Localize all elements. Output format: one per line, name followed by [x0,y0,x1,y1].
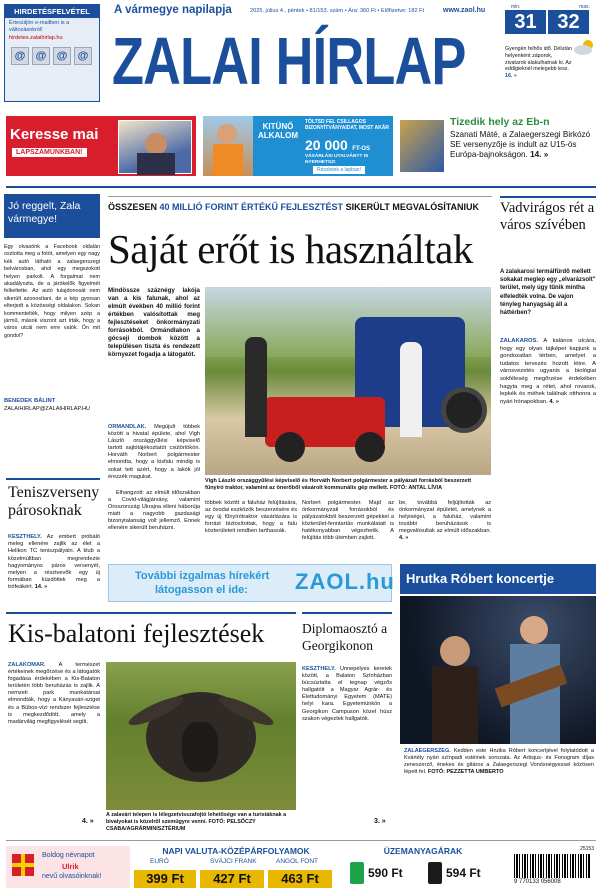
fx-eur: 399 Ft [134,870,196,888]
main-caption: Vigh László országgyűlési képviselő és Horváth Norbert polgármester a pályázati forrásból beszerzett fűnyíró traktor, valamint az önerőből vásárolt kommunális gép mellett. FOTÓ: ANTAL LÍVIA [205,478,472,491]
fuel-pump-icon-1 [350,862,364,884]
barcode-bars [514,854,590,878]
buffalo-photo [106,662,296,810]
at-icon: @ [32,47,50,65]
temp-max: 32 [548,10,589,34]
nameday-name: Ulrik [62,862,79,871]
magazine-image [118,120,192,174]
weather-text: Gyengén felhős idő. Délután helyenként záporok, zivatarok alakulhatnak ki. Az eddigieknél melegebb lesz. 16. » [505,46,572,80]
nameday-line1: Boldog névnapot [42,852,95,859]
promo-box-link[interactable]: hirdetes.zalaihirlap.hu [9,35,63,42]
tennis-text: KESZTHELY. Az embert próbáló meleg ellenére zajlik az élet a Helikon TC teniszpályáin. A klub a közelmúltban megrendezte hagyományos páros versenyét, melyen a résztvevők egy új formában küzdöttek meg a trófeákért. 14. » [8,534,100,591]
fx-title: NAPI VALUTA-KÖZÉPÁRFOLYAMOK [162,846,310,856]
issue-code: 25153 [580,846,594,852]
hrutka-title-bar [400,564,596,594]
gift-icon [12,854,34,876]
main-body-1: ORMÁNDLAK. Megújult többek között a hivatal épülete, ahol Vigh László országgyűlési képviselő tartott sajtótájékoztatót csütörtökön. Horváth Norbert polgármester elmondta, hogy a kisfalu mindig is sokat tett azért, hogy a lakók jól érezzék magukat. [108,424,200,480]
author-email[interactable]: ZALAIHIRLAP@ZALAIHIRLAP.HU [4,406,91,412]
right-rule [500,196,596,198]
kicker-highlight: 40 MILLIÓ FORINT ÉRTÉKŰ FEJLESZTÉST [159,202,344,212]
weather-page-ref[interactable]: 16. » [505,73,517,80]
tagline: A vármegye napilapja [114,4,232,16]
main-body-4: Norbert polgármester. Majd az önkormányzati forrásokból és pályázatokból beszerzett gépekkel a közterület-fenntartás munkálatait is hatékonyabban végezhetik. A felújítás több ütemben zajlott. [302,500,394,542]
temp-min-label: min. [511,4,521,10]
at-icon: @ [74,47,92,65]
fuel-box [344,846,502,888]
fuel-price-1: 590 Ft [368,866,403,880]
fuel-price-2: 594 Ft [446,866,481,880]
fx-gbp: 463 Ft [268,870,332,888]
morning-column-title: Jó reggelt, Zala vármegye! [4,194,100,238]
header-rule [6,186,596,188]
tennis-title: Teniszverseny párosoknak [8,484,100,519]
temp-max-label: max. [579,4,590,10]
morning-column-text: Egy olvasónk a Facebook oldalán osztotta meg a fotót, amelyen egy nagy kék autó látható a zalaegerszegi belvárosban, ahol egy megszokott helyen parkolt. A forgalmat nem akadályozta, de a járókelők figyelmét felkeltette. Az autó tulajdonosát nem sikerült azonosítani, de a kép gyorsan elterjedt a közösségi oldalakon. Sokan kommentelték, hogy milyen szép a jármű, mások viszont azt írták, hogy a város utcái nem erre valók. Ön mit gondol? [4,244,100,339]
student-image [203,116,253,176]
main-rule [108,196,492,197]
wrestling-image [400,120,444,172]
left-rule [6,478,100,480]
at-icon: @ [11,47,29,65]
barcode-number: 9 770133 056008 [514,879,561,885]
dip-text: KESZTHELY. Ünnepélyes keretek között, a Balaton Színházban búcsúztatta el tegnap végzős hallgatóit a Magyar Agrár- és Élettudományi Egyetem (MATE) helyi kara. Egyetemünkön a Georgikon Campuson közel húsz szakon végeztek hallgatók. [302,666,392,722]
footer-rule [6,840,596,841]
main-kicker: ÖSSZESEN 40 MILLIÓ FORINT ÉRTÉKŰ FEJLESZTÉST SIKERÜLT MEGVALÓSÍTANIUK [108,202,480,212]
banner-line2: látogasson el ide: [155,584,248,596]
teaser-top-page[interactable]: 14. » [530,150,549,160]
fuel-title: ÜZEMANYAGÁRAK [383,846,463,856]
at-icon: @ [53,47,71,65]
fx-box [134,846,338,888]
teaser-top-text: Szanati Máté, a Zalaegerszegi Birkózó SE versenyzője is indult az U15-ös Európa-bajnokságon. 14. » [450,130,591,160]
concert-photo [400,596,596,744]
zaol-banner[interactable] [108,564,395,602]
nameday-box [6,846,130,888]
at-sign-icons [5,41,99,65]
dip-rule [302,612,392,614]
author-name: BENEDEK BÁLINT [4,398,56,404]
kis-title: Kis-balatoni fejlesztések [8,619,265,648]
cloud-sun-icon [573,38,595,56]
ad-promo-box[interactable] [4,4,100,102]
ad1-line2: LAPSZÁMUNKBAN! [12,148,87,157]
kis-rule [6,612,296,614]
masthead: ZALAI HÍRLAP [112,24,466,99]
temp-min: 31 [505,10,546,34]
main-body-5: be, továbbá feljújították az önkormányzat épületét, amelynek a helyiségei, a faluház, valamint további beruházások is megvalósultak az elmúlt időszakban. 4. » [399,500,491,542]
banner-site[interactable]: ZAOL.hu [295,569,395,594]
ad2-amount: 20 000 [305,137,348,153]
main-page[interactable]: 4. » [399,535,409,542]
teaser-wrestling[interactable] [400,116,596,176]
ad2-link[interactable]: Részletek a lapban! [313,166,365,174]
barcode [508,846,596,888]
fx-chf: 427 Ft [200,870,264,888]
tennis-page[interactable]: 14. » [34,584,48,591]
promo-box-text: Értesüljön e-mailben is a változásokról! [9,20,70,33]
main-body-3: többek között a faluház felújítására, az óvodai eszközök beszerzésére és egy új fűnyírótraktor vásárlására is forrást biztosítottak, hogy a falu közterületeit rendben tarthassák. [205,500,297,535]
tractor-photo [205,287,491,475]
right-title: Vadvirágos rét a város szívében [500,200,595,233]
ad1-line1: Keresse mai [10,126,99,143]
ad2-unit: FT-OS [352,146,370,152]
ad2-text: TÖLTSD FEL CSILLAGOS BIZONYÍTVÁNYAIDAT, MOST AKÁR [305,119,389,131]
fuel-pump-icon-2 [428,862,442,884]
ad-kitunoalkalom[interactable] [203,116,393,176]
teaser-top-title: Tizedik hely az Eb-n [450,116,550,128]
website-link[interactable]: www.zaol.hu [443,7,486,14]
banner-line1: További izgalmas hírekért [135,570,270,582]
kis-caption: A zalavári telepen is lélegzetvisszafojtó lehetősége van a turistáknak a bivalyokat is közelről szemügyre venni. FOTÓ: PELSŐCZY CSABA/AGRÁRMINISZTÉRIUM [106,812,287,832]
dip-page[interactable]: 3. » [374,818,386,825]
hrutka-title: Hrutka Róbert koncertje [406,571,555,586]
fx-gbp-label: ANGOL FONT [276,858,319,865]
kis-page[interactable]: 4. » [82,818,94,825]
ad2-sub: VÁSÁRLÁSI UTALVÁNYT IS NYERHETSZ! [305,154,369,165]
ad-keresse[interactable] [6,116,196,176]
left-column [4,194,100,412]
weather-box [505,4,596,104]
right-text: ZALAKAROS. A kalános utcára, hogy egy olyan tájképet kapjunk a gondozatlan térben, amelyet a tudatos tervezés hozott létre. A városvezetés ugyanis a biológiai sokféleség megőrzése érdekében hagyta meg a rétet, ahol rovarok, lepkék és méhek találnak otthonra a nyári hónapokban. 4. » [500,338,596,405]
nameday-line2: nevű olvasóinknak! [42,873,102,880]
promo-box-title: HIRDETÉSFELVÉTEL [5,5,99,18]
kis-text: ZALAKOMÁR. A természet értékeinek megőrzése és a látogatók fogadása érdekében a Kis-Balaton területén több beruházás is zajlik. A nemzeti park munkatársai elmondták, hogy a Kányavári-sziget és a Búbos-vízi rendszer fejlesztése is megkezdődött, amely a madárvilág megfigyelését segíti. [8,662,100,725]
ad2-brand: KITÜNŐ ALKALOM [258,122,298,140]
issue-meta: 2025. július 4., péntek • 81/153. szám • Ára: 360 Ft • Előfizetve: 182 Ft [250,8,425,14]
hrutka-text: ZALAEGERSZEG. Kedden este Hrutka Róbert koncertjével folytatódott a Kvártély nyári színpadi estéinek sorozata. Az Artisjus- és Fonogram díjas zeneszerző, énekes és gitáros a Zalaegerszegi Vonósnégyessel közösen lépett fel. FOTÓ: PEZZETTA UMBERTO [404,748,594,775]
main-body-2: Elhangzott: az elmúlt időszakban a Covid-világjárvány, valamint Oroszország Ukrajna elleni háborúja miatt a nagyobb gazdasági bizonytalanság volt jellemző. Ennek ellenére sikerült beruházni. [108,490,200,532]
right-page[interactable]: 4. » [549,398,559,405]
main-headline: Saját erőt is használtak [108,226,473,272]
fx-chf-label: SVÁJCI FRANK [210,858,257,865]
main-lead: Mindössze száznégy lakója van a kis falunak, ahol az elmúlt években 40 millió forint értékben valósítottak meg fejlesztéseket önkormányzati forrásokból. Ormándlakon a gócseji dombok között a településen tiszta és rendezett környezet fogadja a látogatót. [108,287,200,358]
fx-eur-label: EURÓ [150,858,169,865]
dip-title: Diplomaosztó a Georgikonon [302,621,388,653]
right-lead: A zalakarosi termálfürdő mellett sokakat meglep egy „elvarázsolt" terület, mely úgy tűnik mintha elfeledték volna. De vajon tényleg hanyagság áll a háttérben? [500,269,596,317]
